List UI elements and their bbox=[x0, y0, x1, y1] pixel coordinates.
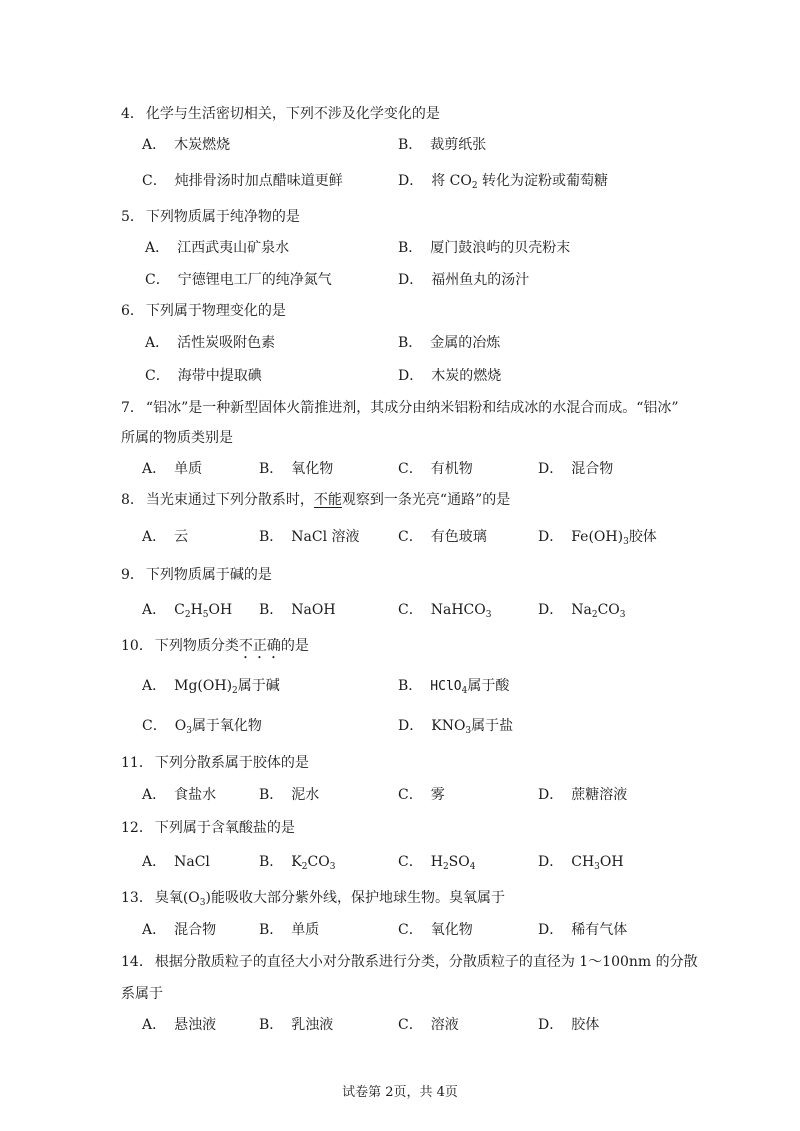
q6-option-a: A． 活性炭吸附色素 bbox=[145, 335, 276, 351]
q11-option-b: B． 泥水 bbox=[259, 787, 320, 803]
question-9-stem: 9． 下列物质属于碱的是 bbox=[121, 567, 272, 583]
q12-option-a: A． NaCl bbox=[142, 854, 210, 870]
q5-option-b: B． 厦门鼓浪屿的贝壳粉末 bbox=[398, 240, 571, 256]
q14-option-a: A． 悬浊液 bbox=[142, 1017, 217, 1033]
question-7-stem-continued: 所属的物质类别是 bbox=[121, 430, 233, 446]
q7-option-d: D． 混合物 bbox=[538, 461, 614, 477]
q9-option-d: D． $Na_2CO_3$ bbox=[538, 602, 626, 620]
page-footer: 试卷第 2页，共 4页 bbox=[342, 1085, 458, 1100]
q11-option-d: D． 蔗糖溶液 bbox=[538, 787, 628, 803]
q7-option-c: C． 有机物 bbox=[398, 461, 473, 477]
q8-option-a: A． 云 bbox=[142, 529, 189, 545]
q8-option-c: C． 有色玻璃 bbox=[398, 529, 487, 545]
q13-option-b: B． 单质 bbox=[259, 922, 320, 938]
question-14-stem: 14． 根据分散质粒子的直径大小对分散系进行分类，分散质粒子的直径为 1～100nm 的分散 bbox=[121, 954, 698, 970]
question-7-stem: 7． “铝冰”是一种新型固体火箭推进剂，其成分由纳米铝粉和结成冰的水混合而成。“铝冰” bbox=[121, 400, 679, 416]
question-8-stem: 8． 当光束通过下列分散系时，不能观察到一条光亮“通路”的是 bbox=[121, 492, 511, 508]
q4-option-a: A． 木炭燃烧 bbox=[142, 137, 231, 153]
q8-option-d: D． $Fe(OH)_3$胶体 bbox=[538, 529, 657, 547]
q12-option-d: D． $CH_3OH$ bbox=[538, 854, 624, 872]
q4-option-b: B． 裁剪纸张 bbox=[398, 137, 487, 153]
q14-option-b: B． 乳浊液 bbox=[259, 1017, 334, 1033]
q5-option-d: D． 福州鱼丸的汤汁 bbox=[398, 272, 530, 288]
q13-option-a: A． 混合物 bbox=[142, 922, 217, 938]
q5-option-a: A． 江西武夷山矿泉水 bbox=[145, 240, 290, 256]
q4-option-d: D． 将 $CO_2$ 转化为淀粉或葡萄糖 bbox=[398, 173, 609, 191]
q10-option-b: B． HClO$_4$属于酸 bbox=[398, 678, 510, 696]
q11-option-a: A． 食盐水 bbox=[142, 787, 217, 803]
q12-option-c: C． $H_2SO_4$ bbox=[398, 854, 476, 872]
question-5-stem: 5． 下列物质属于纯净物的是 bbox=[121, 209, 300, 225]
q9-option-c: C． NaHCO$_3$ bbox=[398, 602, 492, 620]
q8-option-b: B． NaCl 溶液 bbox=[259, 529, 360, 545]
q6-option-c: C． 海带中提取碘 bbox=[145, 368, 262, 384]
q6-option-d: D． 木炭的燃烧 bbox=[398, 368, 502, 384]
question-6-stem: 6． 下列属于物理变化的是 bbox=[121, 303, 286, 319]
q9-option-a: A． $C_2H_5OH$ bbox=[142, 602, 233, 620]
q7-option-b: B． 氧化物 bbox=[259, 461, 334, 477]
q6-option-b: B． 金属的冶炼 bbox=[398, 335, 501, 351]
q11-option-c: C． 雾 bbox=[398, 787, 445, 803]
q14-option-d: D． 胶体 bbox=[538, 1017, 600, 1033]
q4-option-c: C． 炖排骨汤时加点醋味道更鲜 bbox=[142, 173, 343, 189]
q10-option-d: D． $KNO_3$属于盐 bbox=[398, 718, 514, 736]
question-13-stem: 13． 臭氧$(O_3)$能吸收大部分紫外线，保护地球生物。臭氧属于 bbox=[121, 890, 505, 908]
q13-option-c: C． 氧化物 bbox=[398, 922, 473, 938]
q9-option-b: B． NaOH bbox=[259, 602, 336, 618]
question-4-stem: 4． 化学与生活密切相关，下列不涉及化学变化的是 bbox=[121, 106, 440, 122]
q5-option-c: C． 宁德锂电工厂的纯净氮气 bbox=[145, 272, 332, 288]
q7-option-a: A． 单质 bbox=[142, 461, 203, 477]
q12-option-b: B． $K_2CO_3$ bbox=[259, 854, 336, 872]
q13-option-d: D． 稀有气体 bbox=[538, 922, 628, 938]
question-12-stem: 12． 下列属于含氧酸盐的是 bbox=[121, 820, 295, 836]
question-11-stem: 11． 下列分散系属于胶体的是 bbox=[121, 755, 309, 771]
question-10-stem: 10． 下列物质分类不正确的是 bbox=[121, 638, 309, 654]
q10-option-c: C． $O_3$属于氧化物 bbox=[142, 718, 262, 736]
q14-option-c: C． 溶液 bbox=[398, 1017, 459, 1033]
q10-option-a: A． $Mg(OH)_2$属于碱 bbox=[142, 678, 280, 696]
question-14-stem-continued: 系属于 bbox=[121, 986, 163, 1002]
